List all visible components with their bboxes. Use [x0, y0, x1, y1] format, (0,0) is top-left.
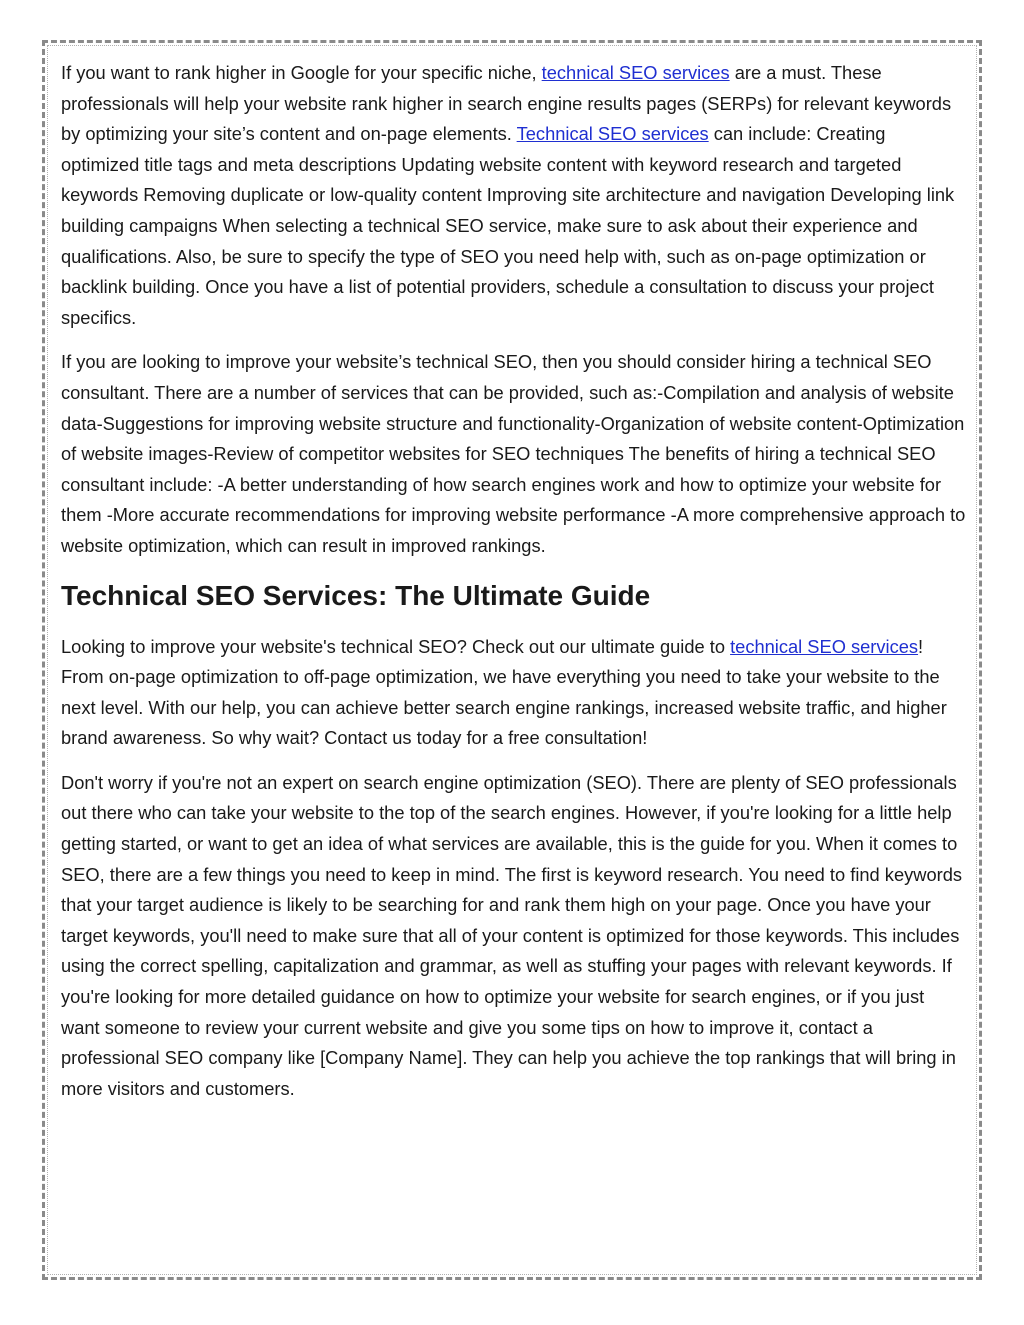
paragraph-text: are a must. These professionals will help your website rank higher in search engine results pages (SERPs) for relevant keywords by optimizing your site’s content and on-page elements.: [61, 62, 952, 145]
technical-seo-services-link[interactable]: Technical SEO services: [516, 123, 709, 145]
paragraph-intro: [61, 58, 966, 333]
paragraph-consultant: If you are looking to improve your website’s technical SEO, then you should consider hiring a technical SEO consultant. There are a number of services that can be provided, such as:-Compilation and analysis of website data-Suggestions for improving website structure and functionality-Organization of website content-Optimization of website images-Review of competitor websites for SEO techniques The benefits of hiring a technical SEO consultant include: -A better understanding of how search engines work and how to optimize your website for them -More accurate recommendations for improving website performance -A more comprehensive approach to website optimization, which can result in improved rankings.: [61, 351, 966, 556]
technical-seo-services-link[interactable]: technical SEO services: [730, 635, 919, 657]
paragraph-guide-intro: [61, 632, 966, 754]
paragraph-text: ! From on-page optimization to off-page optimization, we have everything you need to take your website to the next level. With our help, you can achieve better search engine rankings, increased website traffic, and higher brand awareness. So why wait? Contact us today for a free consultation!: [61, 635, 947, 749]
paragraph-text: can include: Creating optimized title tags and meta descriptions Updating website content with keyword research and targeted keywords Removing duplicate or low-quality content Improving site architecture and navigation Developing link building campaigns When selecting a technical SEO service, make sure to ask about their experience and qualifications. Also, be sure to specify the type of SEO you need help with, such as on-page optimization or backlink building. Once you have a list of potential providers, schedule a consultation to discuss your project specifics.: [61, 123, 955, 328]
paragraph-seo-tips: Don't worry if you're not an expert on search engine optimization (SEO). There are plenty of SEO professionals out there who can take your website to the top of the search engines. However, if you're looking for a little help getting started, or want to get an idea of what services are available, this is the guide for you. When it comes to SEO, there are a few things you need to keep in mind. The first is keyword research. You need to find keywords that your target audience is likely to be searching for and rank them high on your page. Once you have your target keywords, you'll need to make sure that all of your content is optimized for those keywords. This includes using the correct spelling, capitalization and grammar, as well as stuffing your pages with relevant keywords. If you're looking for more detailed guidance on how to optimize your website for search engines, or if you just want someone to review your current website and give you some tips on how to improve it, contact a professional SEO company like [Company Name]. They can help you achieve the top rankings that will bring in more visitors and customers.: [61, 771, 963, 1099]
technical-seo-services-link[interactable]: technical SEO services: [541, 62, 730, 83]
section-heading: Technical SEO Services: The Ultimate Guide: [61, 579, 651, 611]
paragraph-text: Looking to improve your website's technical SEO? Check out our ultimate guide to: [61, 635, 731, 657]
document-body: [61, 58, 966, 1118]
paragraph-text: If you want to rank higher in Google for your specific niche,: [61, 62, 542, 83]
